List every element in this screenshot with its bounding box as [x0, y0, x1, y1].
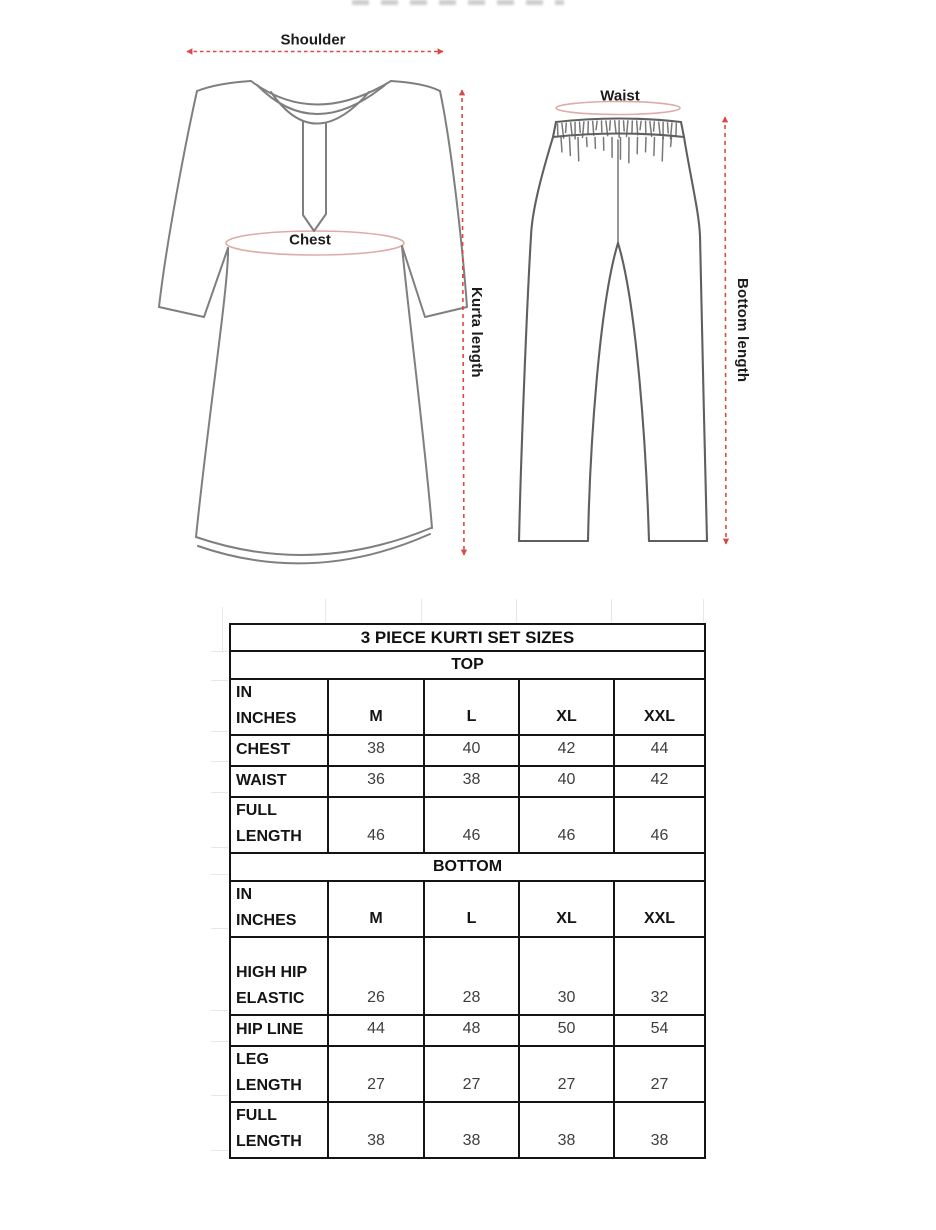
row-label-cell: HIP LINE: [230, 1015, 328, 1046]
kurti-drawing: [159, 81, 467, 563]
size-value-cell: 30: [519, 937, 614, 1015]
row-label-cell: WAIST: [230, 766, 328, 797]
grid-stub: [211, 1095, 228, 1096]
kurta-length-arrow: [462, 90, 464, 555]
row-label-cell: CHEST: [230, 735, 328, 766]
grid-stub: [222, 607, 223, 653]
grid-stub: [211, 874, 228, 875]
size-header-cell: XL: [519, 881, 614, 937]
size-value-cell: 38: [424, 1102, 519, 1158]
grid-stub: [211, 1150, 228, 1151]
size-value-cell: 27: [424, 1046, 519, 1102]
size-header-cell: M: [328, 881, 424, 937]
bottom-length-arrow: [725, 117, 726, 544]
size-value-cell: 27: [328, 1046, 424, 1102]
size-header-cell: L: [424, 679, 519, 735]
size-value-cell: 46: [328, 797, 424, 853]
size-header-cell: L: [424, 881, 519, 937]
size-value-cell: 54: [614, 1015, 705, 1046]
size-value-cell: 26: [328, 937, 424, 1015]
grid-stub: [211, 847, 228, 848]
size-value-cell: 44: [328, 1015, 424, 1046]
row-label-cell: FULL LENGTH: [230, 797, 328, 853]
unit-header-cell: IN INCHES: [230, 679, 328, 735]
grid-stub: [211, 680, 228, 681]
size-value-cell: 42: [614, 766, 705, 797]
size-value-cell: 38: [424, 766, 519, 797]
size-value-cell: 27: [614, 1046, 705, 1102]
size-value-cell: 38: [328, 735, 424, 766]
grid-stub: [211, 1010, 228, 1011]
size-value-cell: 38: [614, 1102, 705, 1158]
size-value-cell: 28: [424, 937, 519, 1015]
size-value-cell: 32: [614, 937, 705, 1015]
grid-stub: [211, 928, 228, 929]
size-value-cell: 50: [519, 1015, 614, 1046]
grid-stub: [211, 651, 228, 652]
size-value-cell: 27: [519, 1046, 614, 1102]
kurta-length-label: Kurta length: [468, 287, 485, 378]
grid-stub: [211, 761, 228, 762]
size-chart-table: [229, 623, 706, 1159]
size-value-cell: 46: [519, 797, 614, 853]
size-value-cell: 46: [424, 797, 519, 853]
grid-stub: [211, 731, 228, 732]
grid-stub: [421, 599, 422, 622]
row-label-cell: FULL LENGTH: [230, 1102, 328, 1158]
size-value-cell: 38: [519, 1102, 614, 1158]
size-value-cell: 46: [614, 797, 705, 853]
section-header-bottom: BOTTOM: [230, 853, 705, 881]
grid-stub: [703, 599, 704, 622]
shoulder-label: Shoulder: [280, 31, 346, 49]
size-value-cell: 38: [328, 1102, 424, 1158]
size-value-cell: 44: [614, 735, 705, 766]
size-header-cell: XXL: [614, 881, 705, 937]
row-label-cell: LEG LENGTH: [230, 1046, 328, 1102]
elastic-waistband-texture: [558, 121, 677, 163]
table-title: 3 PIECE KURTI SET SIZES: [230, 624, 705, 651]
size-value-cell: 42: [519, 735, 614, 766]
waist-label: Waist: [600, 87, 640, 105]
grid-stub: [611, 599, 612, 622]
size-value-cell: 36: [328, 766, 424, 797]
size-value-cell: 40: [424, 735, 519, 766]
grid-stub: [516, 599, 517, 622]
grid-stub: [325, 599, 326, 622]
size-header-cell: XL: [519, 679, 614, 735]
grid-stub: [211, 792, 228, 793]
unit-header-cell: IN INCHES: [230, 881, 328, 937]
bottom-length-label: Bottom length: [734, 278, 751, 383]
grid-stub: [211, 1041, 228, 1042]
pants-drawing: [519, 119, 707, 542]
size-header-cell: M: [328, 679, 424, 735]
size-value-cell: 48: [424, 1015, 519, 1046]
size-value-cell: 40: [519, 766, 614, 797]
row-label-cell: HIGH HIP ELASTIC: [230, 937, 328, 1015]
chest-label: Chest: [289, 231, 331, 249]
section-header-top: TOP: [230, 651, 705, 679]
size-header-cell: XXL: [614, 679, 705, 735]
